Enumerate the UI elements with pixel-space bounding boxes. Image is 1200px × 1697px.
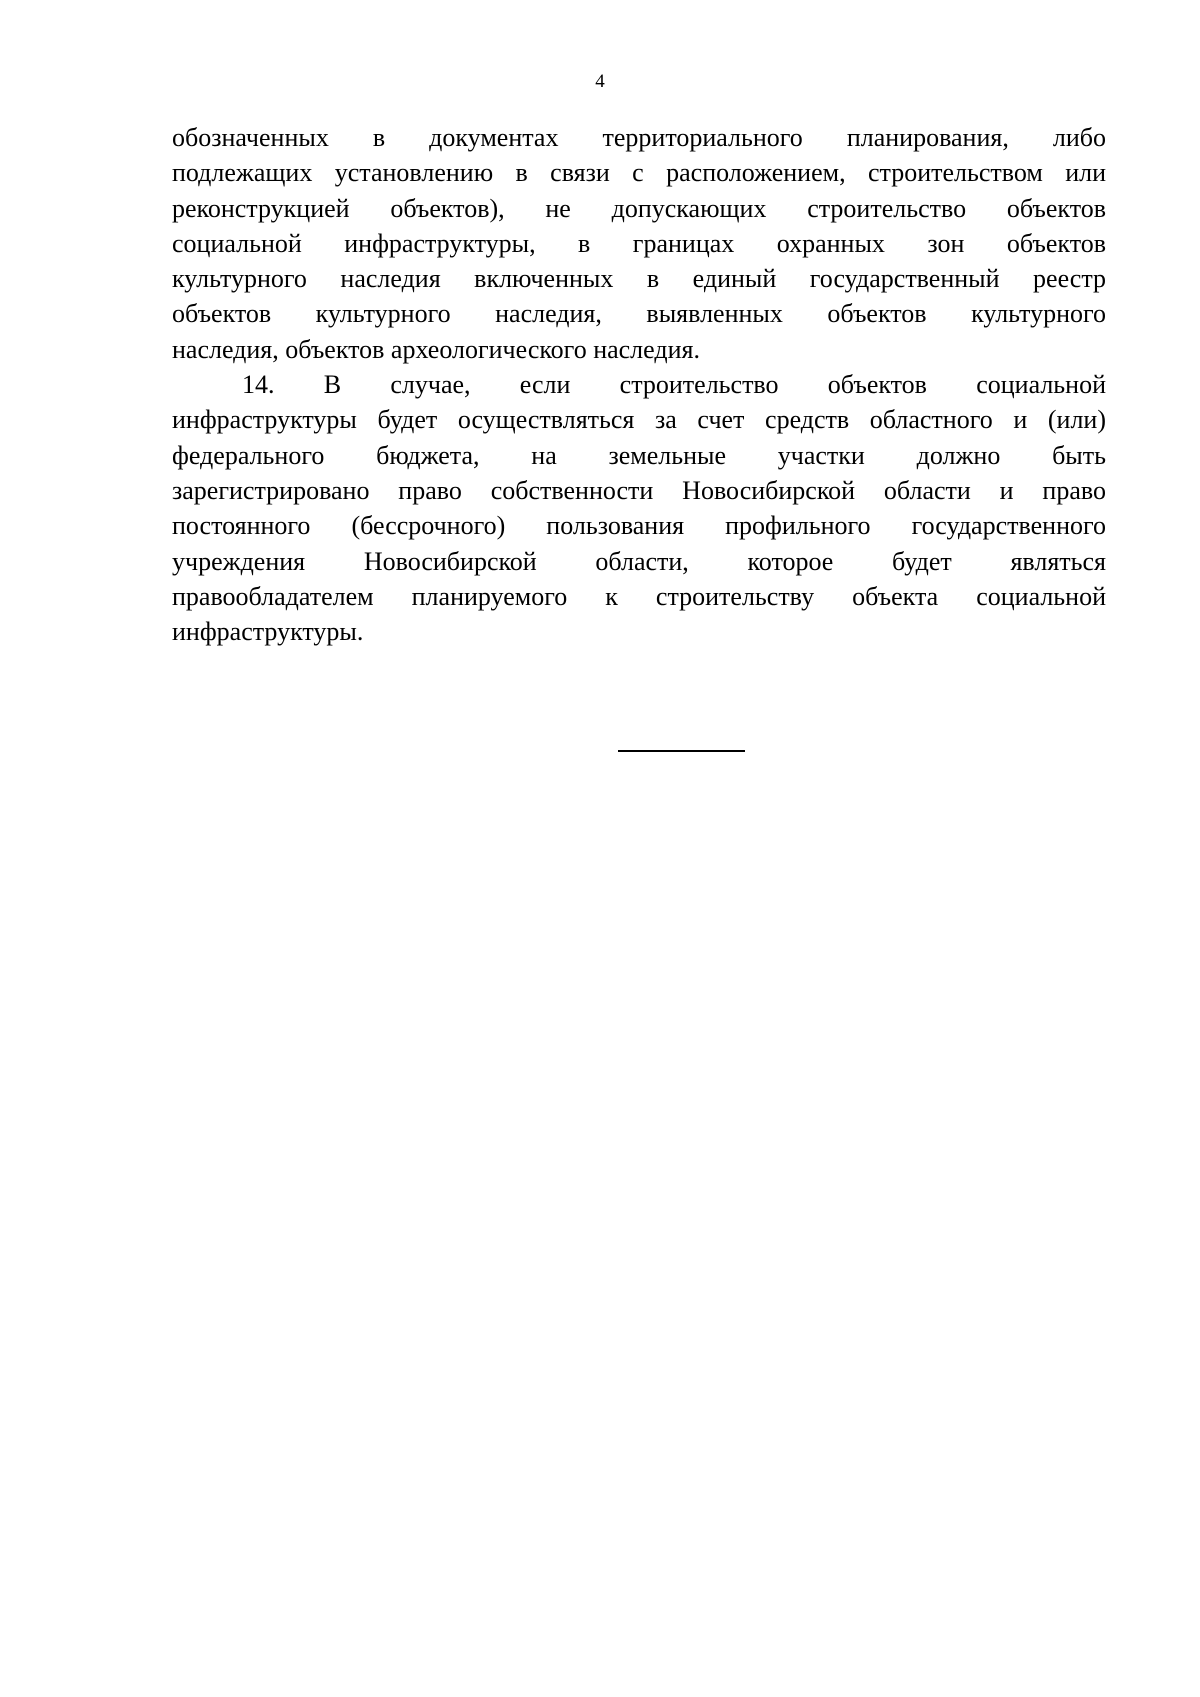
text-line: 14. В случае, если строительство объектов социальной: [242, 370, 1106, 400]
text-line: обозначенных в документах территориального планирования, либо: [172, 123, 1106, 152]
text-line: федерального бюджета, на земельные участки должно быть: [172, 440, 1106, 470]
paragraph-2: [172, 367, 1106, 649]
text-line: инфраструктуры.: [172, 617, 364, 647]
end-of-document-rule: [618, 750, 745, 752]
text-line: зарегистрировано право собственности Новосибирской области и право: [172, 475, 1106, 505]
document-body: [172, 120, 1106, 649]
text-line: правообладателем планируемого к строительству объекта социальной: [172, 581, 1106, 611]
text-line: объектов культурного наследия, выявленных объектов культурного: [172, 299, 1106, 329]
text-line: постоянного (бессрочного) пользования профильного государственного: [172, 511, 1106, 541]
text-line: культурного наследия включенных в единый государственный реестр: [172, 264, 1106, 294]
page-number: 4: [595, 71, 605, 92]
text-line: подлежащих установлению в связи с расположением, строительством или: [172, 158, 1106, 188]
paragraph-1: [172, 120, 1106, 367]
text-line: учреждения Новосибирской области, которое будет являться: [172, 546, 1106, 576]
text-line: социальной инфраструктуры, в границах охранных зон объектов: [172, 228, 1106, 258]
text-line: инфраструктуры будет осуществляться за счет средств областного и (или): [172, 405, 1106, 435]
text-line: наследия, объектов археологического наследия.: [172, 334, 700, 364]
text-line: реконструкцией объектов), не допускающих строительство объектов: [172, 193, 1106, 223]
